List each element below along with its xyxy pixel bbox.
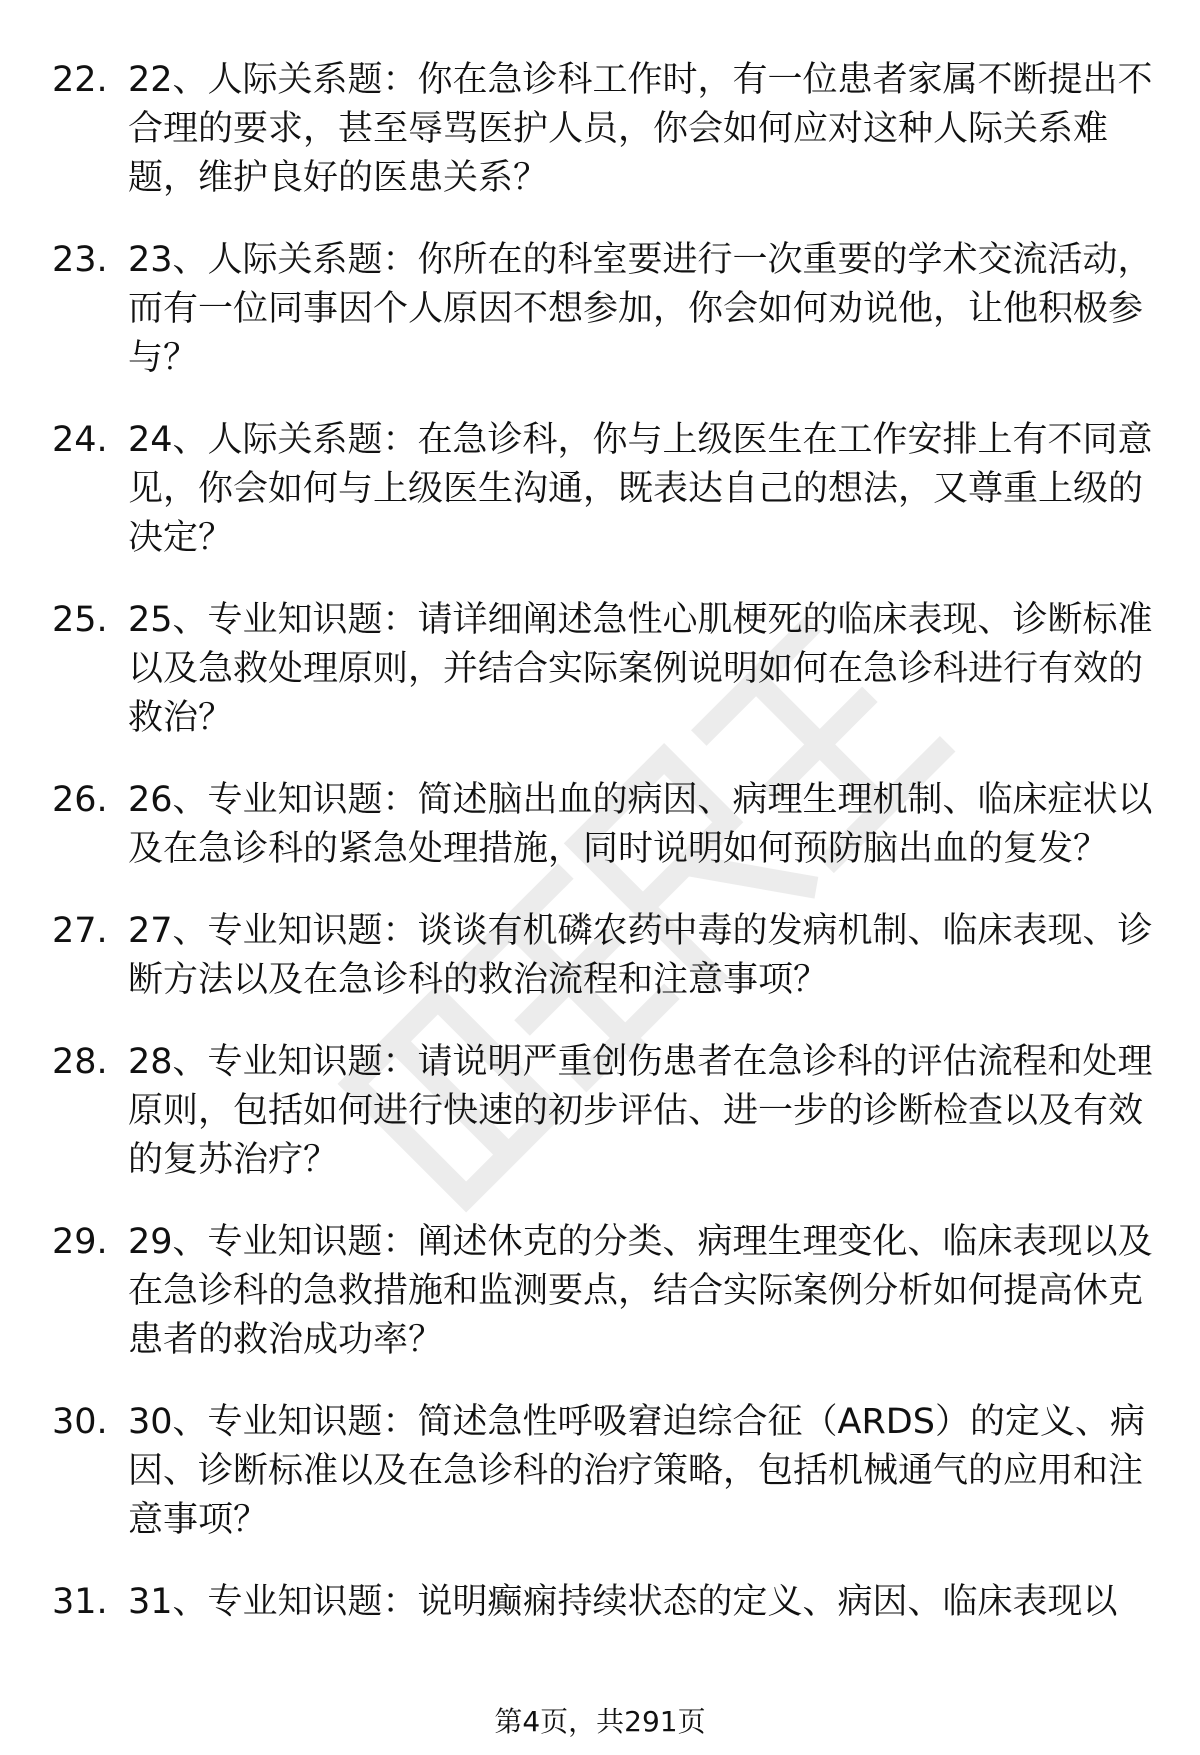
item-number: 28. xyxy=(52,1042,108,1082)
list-item xyxy=(52,596,1152,743)
item-text: 28、专业知识题：请说明严重创伤患者在急诊科的评估流程和处理原则，包括如何进行快速的初步评估、进一步的诊断检查以及有效的复苏治疗？ xyxy=(128,1042,1153,1180)
item-number: 25. xyxy=(52,600,108,640)
list-item xyxy=(52,56,1152,203)
list-item xyxy=(52,1218,1152,1365)
item-number: 26. xyxy=(52,780,108,820)
item-number: 24. xyxy=(52,420,108,460)
item-text: 22、人际关系题：你在急诊科工作时，有一位患者家属不断提出不合理的要求，甚至辱骂医护人员，你会如何应对这种人际关系难题，维护良好的医患关系？ xyxy=(128,60,1153,198)
list-item xyxy=(52,1398,1152,1545)
list-item xyxy=(52,776,1152,874)
item-text: 25、专业知识题：请详细阐述急性心肌梗死的临床表现、诊断标准以及急救处理原则，并结合实际案例说明如何在急诊科进行有效的救治？ xyxy=(128,600,1153,738)
item-number: 23. xyxy=(52,240,108,280)
item-text: 31、专业知识题：说明癫痫持续状态的定义、病因、临床表现以 xyxy=(128,1582,1118,1622)
list-item xyxy=(52,1038,1152,1185)
item-text: 27、专业知识题：谈谈有机磷农药中毒的发病机制、临床表现、诊断方法以及在急诊科的救治流程和注意事项？ xyxy=(128,911,1153,1000)
item-text: 29、专业知识题：阐述休克的分类、病理生理变化、临床表现以及在急诊科的急救措施和监测要点，结合实际案例分析如何提高休克患者的救治成功率？ xyxy=(128,1222,1153,1360)
item-text: 23、人际关系题：你所在的科室要进行一次重要的学术交流活动，而有一位同事因个人原因不想参加，你会如何劝说他，让他积极参与？ xyxy=(128,240,1153,378)
item-number: 22. xyxy=(52,60,108,100)
item-number: 29. xyxy=(52,1222,108,1262)
list-item xyxy=(52,907,1152,1005)
item-text: 26、专业知识题：简述脑出血的病因、病理生理机制、临床症状以及在急诊科的紧急处理措施，同时说明如何预防脑出血的复发？ xyxy=(128,780,1153,869)
question-list xyxy=(52,56,1152,1660)
item-number: 31. xyxy=(52,1582,108,1622)
list-item xyxy=(52,1578,1152,1627)
list-item xyxy=(52,416,1152,563)
list-item xyxy=(52,236,1152,383)
item-number: 27. xyxy=(52,911,108,951)
item-number: 30. xyxy=(52,1402,108,1442)
item-text: 30、专业知识题：简述急性呼吸窘迫综合征（ARDS）的定义、病因、诊断标准以及在急诊科的治疗策略，包括机械通气的应用和注意事项？ xyxy=(128,1402,1145,1540)
page-footer: 第4页，共291页 xyxy=(494,1705,706,1738)
item-text: 24、人际关系题：在急诊科，你与上级医生在工作安排上有不同意见，你会如何与上级医生沟通，既表达自己的想法，又尊重上级的决定？ xyxy=(128,420,1153,558)
